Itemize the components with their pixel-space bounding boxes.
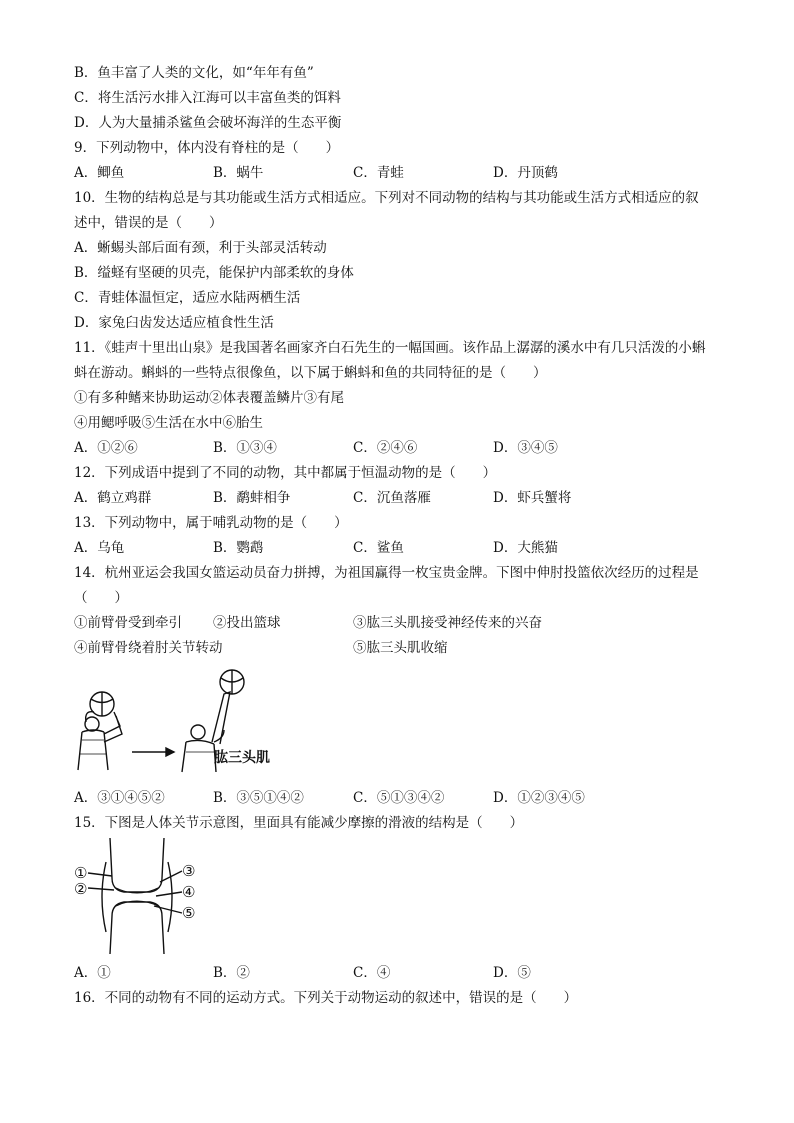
q12-option-a: A．鹤立鸡群 [74,490,152,506]
joint-label-4: ④ [182,883,196,901]
basketball-shooting-figure [74,664,284,776]
q14-step-4: ④前臂骨绕着肘关节转动 [74,640,223,656]
q13-option-b: B．鹦鹉 [213,540,264,556]
q13-stem: 13．下列动物中，属于哺乳动物的是（ ） [74,515,348,531]
joint-diagram [72,838,202,956]
q8-option-d: D．人为大量捕杀鲨鱼会破坏海洋的生态平衡 [74,115,342,131]
joint-label-1: ① [74,864,88,882]
q9-option-b: B．蜗牛 [213,165,264,181]
q9-stem: 9．下列动物中，体内没有脊柱的是（ ） [74,140,340,156]
q15-option-a: A．① [74,965,111,981]
q12-option-d: D．虾兵蟹将 [493,490,572,506]
q15-option-c: C．④ [353,965,391,981]
q11-option-a: A．①②⑥ [74,440,138,456]
basketball-right [220,670,244,694]
q13-option-a: A．乌龟 [74,540,125,556]
q8-option-c: C．将生活污水排入江海可以丰富鱼类的饵料 [74,90,341,106]
q15-stem: 15．下图是人体关节示意图，里面具有能减少摩擦的滑液的结构是（ ） [74,815,524,831]
q10-stem-line1: 10．生物的结构总是与其功能或生活方式相适应。下列对不同动物的结构与其功能或生活方式相适应的叙 [74,190,699,206]
q8-option-b: B．鱼丰富了人类的文化，如“年年有鱼” [74,65,314,81]
q13-option-c: C．鲨鱼 [353,540,404,556]
q9-option-d: D．丹顶鹤 [493,165,558,181]
q11-stem-line1: 11．《蛙声十里出山泉》是我国著名画家齐白石先生的一幅国画。该作品上潺潺的溪水中有几只活泼的小蝌 [74,340,706,356]
q14-option-a: A．③①④⑤② [74,790,165,806]
q14-stem-line2: （ ） [74,590,128,606]
q12-stem: 12．下列成语中提到了不同的动物，其中都属于恒温动物的是（ ） [74,465,497,481]
q14-step-3: ③肱三头肌接受神经传来的兴奋 [353,615,542,631]
q12-option-c: C．沉鱼落雁 [353,490,431,506]
joint-label-2: ② [74,880,88,898]
q14-step-1: ①前臂骨受到牵引 [74,615,182,631]
q9-option-c: C．青蛙 [353,165,404,181]
joint-label-3: ③ [182,862,196,880]
q9-option-a: A．鲫鱼 [74,165,125,181]
q10-stem-line2: 述中，错误的是（ ） [74,215,223,231]
joint-label-5: ⑤ [182,904,196,922]
q14-option-c: C．⑤①③④② [353,790,445,806]
q11-stem-line2: 蚪在游动。蝌蚪的一些特点很像鱼，以下属于蝌蚪和鱼的共同特征的是（ ） [74,365,547,381]
q10-option-c: C．青蛙体温恒定，适应水陆两栖生活 [74,290,301,306]
q10-option-b: B．缢蛏有坚硬的贝壳，能保护内部柔软的身体 [74,265,354,281]
triceps-label: 肱三头肌 [214,750,270,766]
q14-stem-line1: 14．杭州亚运会我国女篮运动员奋力拼搏，为祖国赢得一枚宝贵金牌。下图中伸肘投篮依次经历的过程是 [74,565,699,581]
q15-option-d: D．⑤ [493,965,531,981]
q15-option-b: B．② [213,965,250,981]
q14-step-5: ⑤肱三头肌收缩 [353,640,448,656]
q11-option-c: C．②④⑥ [353,440,418,456]
q11-option-b: B．①③④ [213,440,277,456]
q16-stem: 16．不同的动物有不同的运动方式。下列关于动物运动的叙述中，错误的是（ ） [74,990,578,1006]
q11-features-1: ①有多种鳍来协助运动②体表覆盖鳞片③有尾 [74,390,344,406]
q11-features-2: ④用鳃呼吸⑤生活在水中⑥胎生 [74,415,263,431]
q10-option-d: D．家兔臼齿发达适应植食性生活 [74,315,274,331]
q12-option-b: B．鹬蚌相争 [213,490,291,506]
q13-option-d: D．大熊猫 [493,540,558,556]
q14-step-2: ②投出篮球 [213,615,281,631]
q14-option-d: D．①②③④⑤ [493,790,585,806]
q10-option-a: A．蜥蜴头部后面有颈，利于头部灵活转动 [74,240,327,256]
q11-option-d: D．③④⑤ [493,440,558,456]
q14-option-b: B．③⑤①④② [213,790,304,806]
